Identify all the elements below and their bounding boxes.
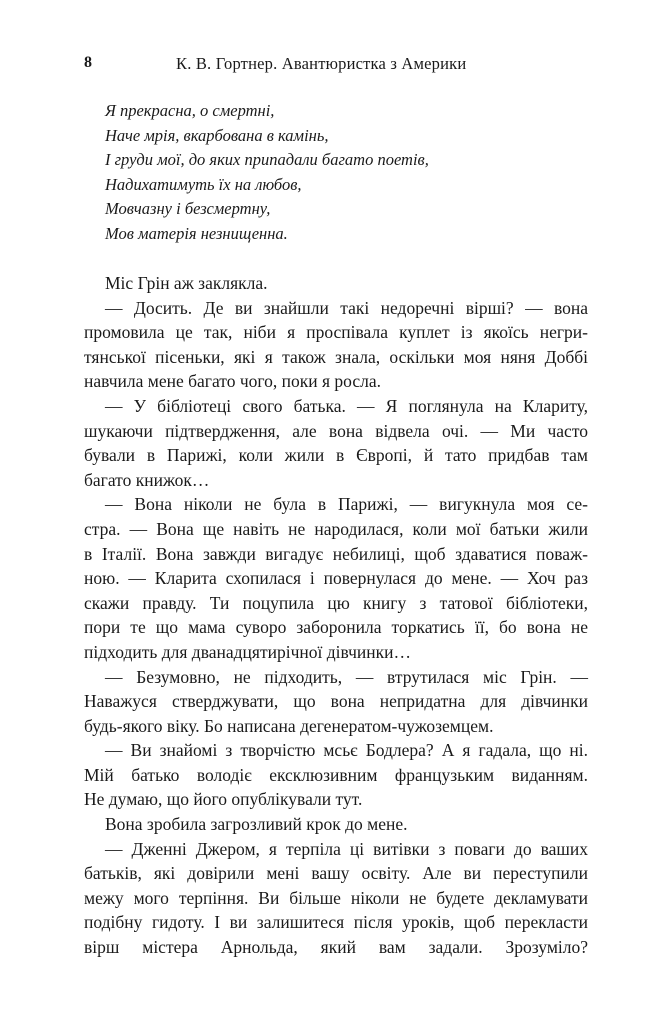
text-line: вірш містера Арнольда, який вам задали. Зрозуміло?	[84, 937, 588, 958]
text-line: Міс Грін аж заклякла.	[105, 273, 268, 293]
text-line: в Італії. Вона завжди вигадує небилиці, щоб здаватися поваж-	[84, 543, 588, 564]
text-line: — Досить. Де ви знайшли такі недоречні вірші? — вона	[105, 297, 588, 318]
text-line: — У бібліотеці свого батька. — Я поглянула на Клариту,	[105, 395, 588, 416]
text-line: тянської пісеньки, які я також знала, оскільки моя няня Доббі	[84, 346, 588, 367]
text-line: — Ви знайомі з творчістю мсьє Бодлера? А я гадала, що ні.	[105, 740, 588, 761]
text-line: Мій батько володіє ексклюзивним французьким виданням.	[84, 764, 588, 785]
body-text	[84, 271, 588, 960]
poem-line: Мов матерія незнищенна.	[105, 223, 288, 243]
text-line: Вона зробила загрозливий крок до мене.	[105, 814, 408, 835]
poem-line: Надихатимуть їх на любов,	[105, 174, 302, 194]
text-line: батьків, які довірили мені вашу освіту. Але ви переступили	[84, 863, 588, 884]
text-line: промовила це так, ніби я проспівала куплет із якоїсь негри-	[84, 322, 588, 343]
poem-line: Я прекрасна, о смертні,	[105, 101, 275, 120]
text-line: багато книжок…	[84, 469, 210, 490]
text-line: ною. — Кларита схопилася і повернулася до мене. — Хоч раз	[84, 568, 588, 589]
text-line: навчила мене багато чого, поки я росла.	[84, 371, 381, 392]
page-number: 8	[84, 54, 92, 71]
text-line: бували в Парижі, коли жили в Європі, й тато придбав там	[84, 445, 588, 466]
running-header: К. В. Гортнер. Авантюристка з Америки	[176, 54, 467, 73]
text-line: межу мого терпіння. Ви більше ніколи не будете декламувати	[84, 887, 588, 908]
text-line: будь-якого віку. Бо написана дегенератом-чужоземцем.	[84, 715, 494, 736]
text-line: Не думаю, що його опублікували тут.	[84, 789, 363, 810]
text-line: пори те що мама суворо заборонила торкатись її, бо вона не	[84, 617, 588, 638]
text-line: — Вона ніколи не була в Парижі, — вигукнула моя се-	[105, 494, 588, 515]
poem-line: Мовчазну і безсмертну,	[105, 199, 271, 219]
poem-line: І груди мої, до яких припадали багато поетів,	[105, 150, 429, 170]
text-line: шукаючи підтвердження, але вона відвела очі. — Ми часто	[84, 420, 588, 441]
text-line: подібну гидоту. І ви залишитеся після уроків, щоб перекласти	[84, 912, 588, 933]
text-line: підходить для дванадцятирічної дівчинки…	[84, 641, 411, 662]
text-line: стра. — Вона ще навіть не народилася, коли мої батьки жили	[84, 518, 588, 539]
text-line: — Безумовно, не підходить, — втрутилася міс Грін. —	[105, 666, 588, 687]
poem-block	[105, 99, 429, 247]
poem-line: Наче мрія, вкарбована в камінь,	[105, 125, 329, 145]
text-line: — Дженні Джером, я терпіла ці витівки з поваги до ваших	[105, 838, 588, 859]
text-line: Наважуся стверджувати, що вона непридатна для дівчинки	[84, 691, 588, 712]
text-line: скажи правду. Ти поцупила цю книгу з татової бібліотеки,	[84, 592, 588, 613]
